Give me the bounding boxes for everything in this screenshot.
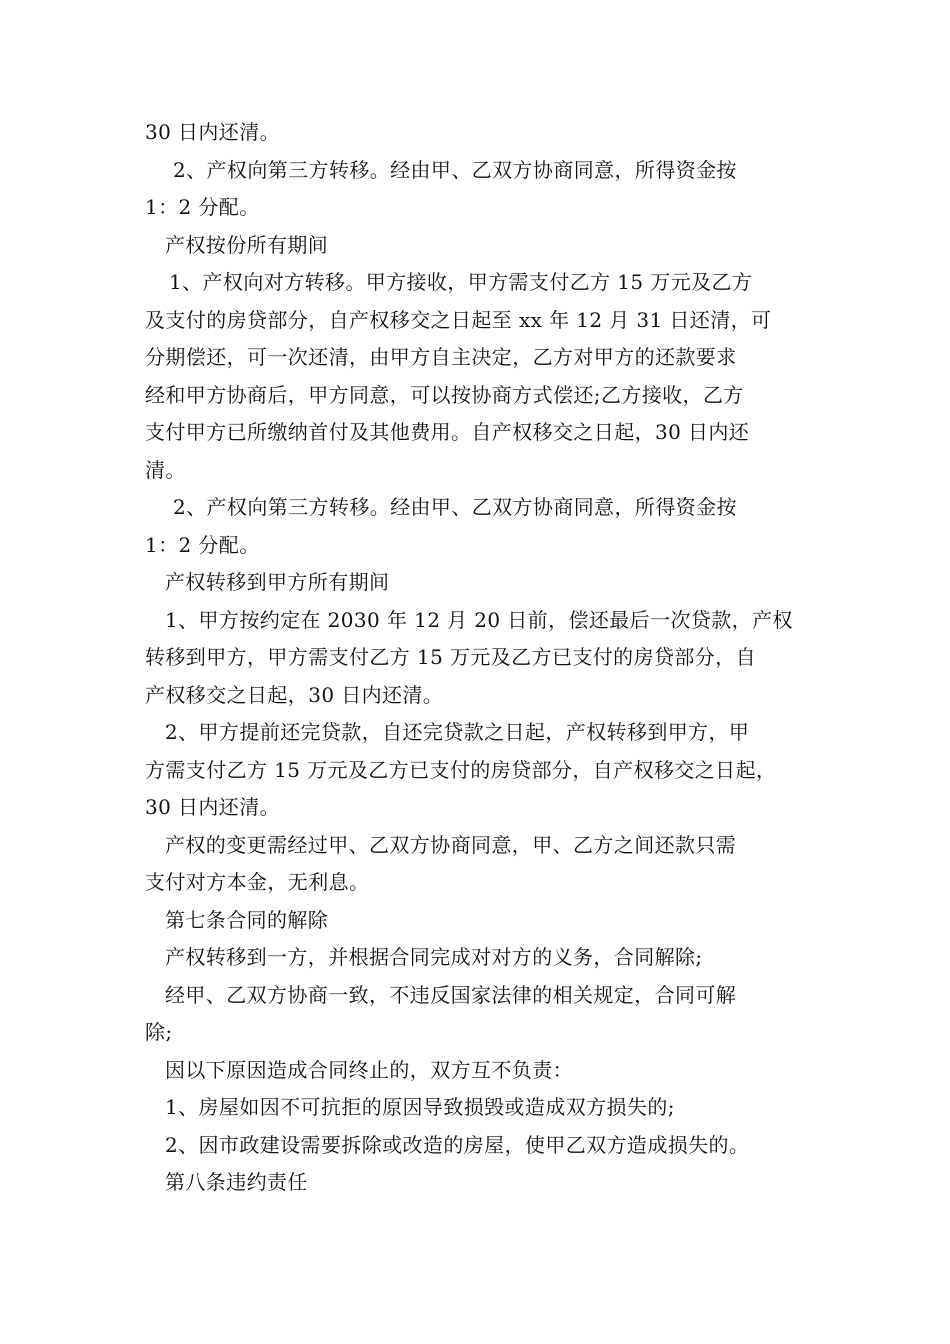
article-heading: 第八条违约责任 (165, 1170, 308, 1194)
text-line: 30 日内还清。 (145, 120, 281, 144)
text-line: 1、甲方按约定在 2030 年 12 月 20 日前，偿还最后一次贷款，产权 (165, 607, 793, 632)
text-line: 支付甲方已所缴纳首付及其他费用。自产权移交之日起，30 日内还 (145, 420, 750, 444)
text-line: 清。 (145, 457, 186, 482)
text-line: 2、甲方提前还完贷款，自还完贷款之日起，产权转移到甲方，甲 (165, 720, 750, 744)
text-line: 产权移交之日起，30 日内还清。 (145, 682, 444, 707)
text-line: 因以下原因造成合同终止的，双方互不负责： (165, 1057, 573, 1082)
document-body (145, 114, 810, 1202)
text-line: 2、产权向第三方转移。经由甲、乙双方协商同意，所得资金按 (173, 495, 737, 519)
text-line: 及支付的房贷部分，自产权移交之日起至 xx 年 12 月 31 日还清，可 (145, 307, 772, 332)
text-line: 2、因市政建设需要拆除或改造的房屋，使甲乙双方造成损失的。 (165, 1132, 750, 1157)
text-line: 1：2 分配。 (145, 195, 260, 219)
text-line: 30 日内还清。 (145, 795, 281, 819)
text-line: 产权的变更需经过甲、乙双方协商同意，甲、乙方之间还款只需 (165, 832, 737, 857)
text-line: 1：2 分配。 (145, 532, 260, 557)
text-line: 支付对方本金，无利息。 (145, 870, 370, 894)
text-line: 1、房屋如因不可抗拒的原因导致损毁或造成双方损失的; (165, 1095, 675, 1119)
text-line: 经甲、乙双方协商一致，不违反国家法律的相关规定，合同可解 (165, 982, 737, 1007)
text-line: 2、产权向第三方转移。经由甲、乙双方协商同意，所得资金按 (173, 157, 737, 182)
article-heading: 第七条合同的解除 (165, 907, 329, 932)
text-line: 分期偿还，可一次还清，由甲方自主决定，乙方对甲方的还款要求 (145, 345, 737, 369)
text-line: 产权转移到一方，并根据合同完成对对方的义务，合同解除; (165, 945, 703, 969)
text-line: 方需支付乙方 15 万元及乙方已支付的房贷部分，自产权移交之日起， (145, 757, 777, 782)
text-line: 经和甲方协商后，甲方同意，可以按协商方式偿还;乙方接收，乙方 (145, 382, 744, 407)
text-line: 除; (145, 1020, 173, 1044)
text-line: 转移到甲方，甲方需支付乙方 15 万元及乙方已支付的房贷部分，自 (145, 645, 756, 669)
section-heading: 产权按份所有期间 (165, 232, 329, 257)
section-heading: 产权转移到甲方所有期间 (165, 570, 390, 594)
text-line: 1、产权向对方转移。甲方接收，甲方需支付乙方 15 万元及乙方 (169, 270, 753, 294)
